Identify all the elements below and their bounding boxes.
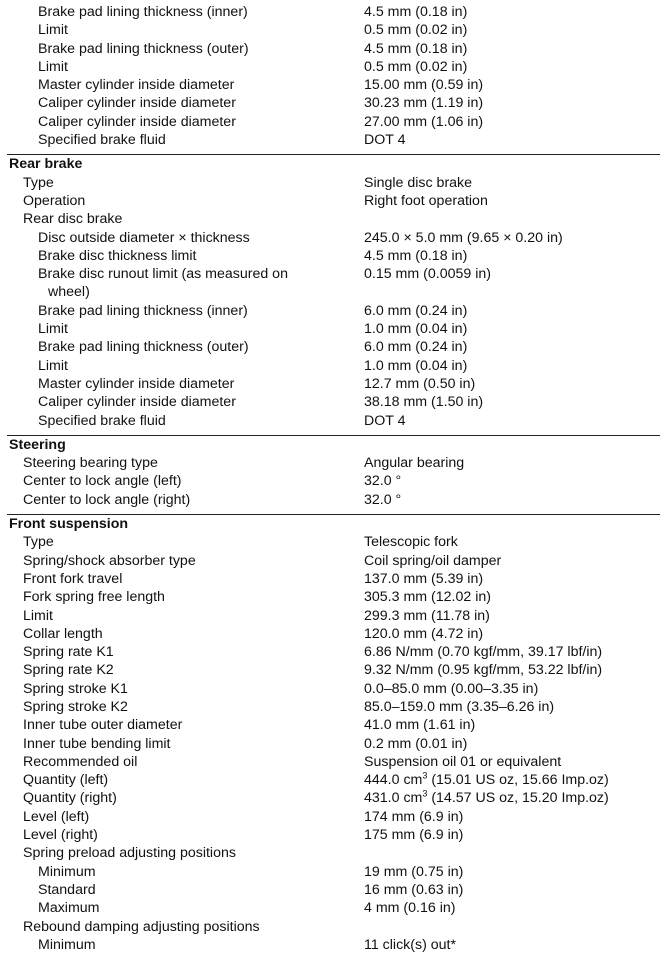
spec-row: [0, 94, 660, 112]
spec-row: [0, 247, 660, 265]
spec-value: Single disc brake: [364, 174, 473, 191]
spec-label: Type: [23, 174, 54, 191]
spec-value: 19 mm (0.75 in): [364, 863, 464, 880]
spec-value: 4.5 mm (0.18 in): [364, 4, 468, 20]
spec-row: [0, 320, 660, 338]
spec-row: [0, 552, 660, 570]
quantity-conversion: (14.57 US oz, 15.20 Imp.oz): [427, 790, 609, 807]
spec-row: [0, 607, 660, 625]
spec-value: Suspension oil 01 or equivalent: [364, 753, 562, 770]
spec-value: 4.5 mm (0.18 in): [364, 247, 468, 264]
spec-value: 1.0 mm (0.04 in): [364, 321, 468, 338]
spec-row: [0, 393, 660, 411]
spec-group-label: [0, 844, 660, 862]
spec-group-label: [0, 918, 660, 936]
spec-row: [0, 265, 660, 283]
spec-label: Minimum: [38, 863, 96, 880]
spec-value: 245.0 × 5.0 mm (9.65 × 0.20 in): [364, 229, 563, 246]
spec-label: Brake pad lining thickness (inner): [38, 302, 248, 319]
spec-label: Front fork travel: [23, 570, 123, 587]
spec-row: [0, 491, 660, 509]
spec-label: Maximum: [38, 900, 100, 917]
spec-row: [0, 357, 660, 375]
spec-row: [0, 472, 660, 490]
spec-value: Right foot operation: [364, 192, 488, 209]
spec-label: Limit: [38, 22, 68, 39]
spec-label: Master cylinder inside diameter: [38, 375, 235, 392]
spec-value: 120.0 mm (4.72 in): [364, 625, 484, 642]
spec-value: 15.00 mm (0.59 in): [364, 77, 484, 94]
spec-row: [0, 229, 660, 247]
spec-label: Rebound damping adjusting positions: [23, 918, 260, 935]
quantity-conversion: (15.01 US oz, 15.66 Imp.oz): [427, 772, 609, 789]
spec-value: 12.7 mm (0.50 in): [364, 375, 476, 392]
spec-label: Center to lock angle (right): [23, 491, 191, 508]
spec-value: 0.0–85.0 mm (0.00–3.35 in): [364, 680, 539, 697]
spec-row: [0, 454, 660, 472]
spec-value: DOT 4: [364, 412, 406, 429]
spec-value: 0.15 mm (0.0059 in): [364, 266, 491, 283]
spec-row: [0, 192, 660, 210]
spec-label: Brake disc runout limit (as measured on: [38, 266, 288, 283]
spec-label: Type: [23, 534, 54, 551]
spec-value: 11 click(s) out*: [364, 936, 456, 953]
spec-row: [0, 570, 660, 588]
spec-label: Spring/shock absorber type: [23, 552, 196, 569]
spec-label: Brake pad lining thickness (inner): [38, 4, 248, 20]
spec-label: Spring rate K2: [23, 662, 114, 679]
spec-value: [364, 789, 609, 807]
spec-value: 6.86 N/mm (0.70 kgf/mm, 39.17 lbf/in): [364, 644, 603, 661]
spec-row: [0, 661, 660, 679]
spec-label: Recommended oil: [23, 753, 138, 770]
spec-value: 27.00 mm (1.06 in): [364, 113, 484, 130]
spec-value: 6.0 mm (0.24 in): [364, 302, 468, 319]
spec-row: [0, 808, 660, 826]
spec-page: [0, 3, 660, 954]
spec-label: Quantity (right): [23, 790, 117, 807]
spec-value: 16 mm (0.63 in): [364, 881, 464, 898]
spec-label: Master cylinder inside diameter: [38, 77, 235, 94]
spec-label: Caliper cylinder inside diameter: [38, 394, 236, 411]
front-brake-continued: [0, 3, 660, 149]
spec-value: Angular bearing: [364, 455, 465, 472]
spec-value: 4 mm (0.16 in): [364, 900, 456, 917]
spec-value: Telescopic fork: [364, 534, 458, 551]
spec-row: [0, 375, 660, 393]
spec-row: [0, 698, 660, 716]
spec-row: [0, 113, 660, 131]
section-title: Steering: [9, 436, 66, 453]
spec-label: Brake disc thickness limit: [38, 247, 197, 264]
quantity-number: 444.0 cm: [364, 772, 423, 789]
spec-label: Inner tube bending limit: [23, 735, 171, 752]
spec-row: [0, 735, 660, 753]
spec-label: Center to lock angle (left): [23, 473, 182, 490]
steering-section: [0, 436, 660, 509]
spec-label: Operation: [23, 192, 86, 209]
spec-row: [0, 826, 660, 844]
spec-label: Limit: [38, 357, 68, 374]
spec-label: Steering bearing type: [23, 455, 158, 472]
front-suspension-section: [0, 515, 660, 954]
spec-row: [0, 643, 660, 661]
spec-label: Collar length: [23, 625, 103, 642]
spec-value: 9.32 N/mm (0.95 kgf/mm, 53.22 lbf/in): [364, 662, 603, 679]
spec-row: [0, 76, 660, 94]
spec-row: [0, 174, 660, 192]
spec-label: Limit: [38, 321, 68, 338]
spec-row: [0, 131, 660, 149]
spec-value: 30.23 mm (1.19 in): [364, 95, 484, 112]
spec-label-continuation: [0, 283, 660, 301]
spec-label: Fork spring free length: [23, 589, 165, 606]
spec-label: Specified brake fluid: [38, 132, 166, 149]
spec-row: [0, 625, 660, 643]
spec-value: 85.0–159.0 mm (3.35–6.26 in): [364, 698, 555, 715]
spec-label: Spring stroke K2: [23, 698, 128, 715]
spec-label: Inner tube outer diameter: [23, 717, 183, 734]
spec-label: Limit: [23, 607, 53, 624]
spec-row: [0, 3, 660, 21]
spec-label: Caliper cylinder inside diameter: [38, 95, 236, 112]
spec-row: [0, 40, 660, 58]
section-title: Front suspension: [9, 516, 129, 533]
spec-value: 1.0 mm (0.04 in): [364, 357, 468, 374]
spec-value: 32.0 °: [364, 473, 402, 490]
spec-value: 299.3 mm (11.78 in): [364, 607, 490, 624]
spec-value: DOT 4: [364, 132, 406, 149]
spec-label: Specified brake fluid: [38, 412, 166, 429]
spec-row: [0, 789, 660, 807]
spec-value: 0.5 mm (0.02 in): [364, 22, 468, 39]
spec-value: [364, 771, 609, 789]
spec-row: [0, 338, 660, 356]
spec-label: Standard: [38, 881, 96, 898]
spec-row: [0, 21, 660, 39]
spec-label: Rear disc brake: [23, 211, 123, 228]
spec-value: 4.5 mm (0.18 in): [364, 40, 468, 57]
spec-row: [0, 302, 660, 320]
spec-row: [0, 412, 660, 430]
spec-label: Level (right): [23, 827, 98, 844]
spec-value: Coil spring/oil damper: [364, 552, 502, 569]
spec-value: 6.0 mm (0.24 in): [364, 339, 468, 356]
spec-row: [0, 716, 660, 734]
spec-row: [0, 588, 660, 606]
spec-label: Spring rate K1: [23, 644, 114, 661]
spec-label: Limit: [38, 58, 68, 75]
spec-label: Minimum: [38, 936, 96, 953]
unit-superscript: 3: [422, 788, 428, 799]
spec-label: Brake pad lining thickness (outer): [38, 339, 249, 356]
spec-row: [0, 533, 660, 551]
spec-label: Spring preload adjusting positions: [23, 845, 236, 862]
spec-value: 137.0 mm (5.39 in): [364, 570, 484, 587]
spec-row: [0, 58, 660, 76]
spec-group-label: [0, 210, 660, 228]
spec-row: [0, 936, 660, 954]
spec-label: Spring stroke K1: [23, 680, 128, 697]
spec-row: [0, 680, 660, 698]
rear-brake-section: [0, 155, 660, 429]
spec-value: 305.3 mm (12.02 in): [364, 589, 491, 606]
spec-row: [0, 753, 660, 771]
spec-value: 41.0 mm (1.61 in): [364, 717, 476, 734]
spec-label: wheel): [48, 284, 90, 301]
spec-row: [0, 771, 660, 789]
section-title: Rear brake: [9, 156, 83, 173]
spec-value: 175 mm (6.9 in): [364, 827, 464, 844]
spec-label: Quantity (left): [23, 772, 109, 789]
spec-value: 174 mm (6.9 in): [364, 808, 464, 825]
spec-row: [0, 863, 660, 881]
spec-row: [0, 899, 660, 917]
spec-label: Level (left): [23, 808, 90, 825]
quantity-number: 431.0 cm: [364, 790, 423, 807]
spec-value: 38.18 mm (1.50 in): [364, 394, 484, 411]
spec-value: 0.2 mm (0.01 in): [364, 735, 468, 752]
unit-superscript: 3: [422, 770, 428, 781]
spec-value: 32.0 °: [364, 491, 402, 508]
spec-label: Disc outside diameter × thickness: [38, 229, 250, 246]
spec-value: 0.5 mm (0.02 in): [364, 58, 468, 75]
spec-row: [0, 881, 660, 899]
spec-label: Brake pad lining thickness (outer): [38, 40, 249, 57]
spec-label: Caliper cylinder inside diameter: [38, 113, 236, 130]
